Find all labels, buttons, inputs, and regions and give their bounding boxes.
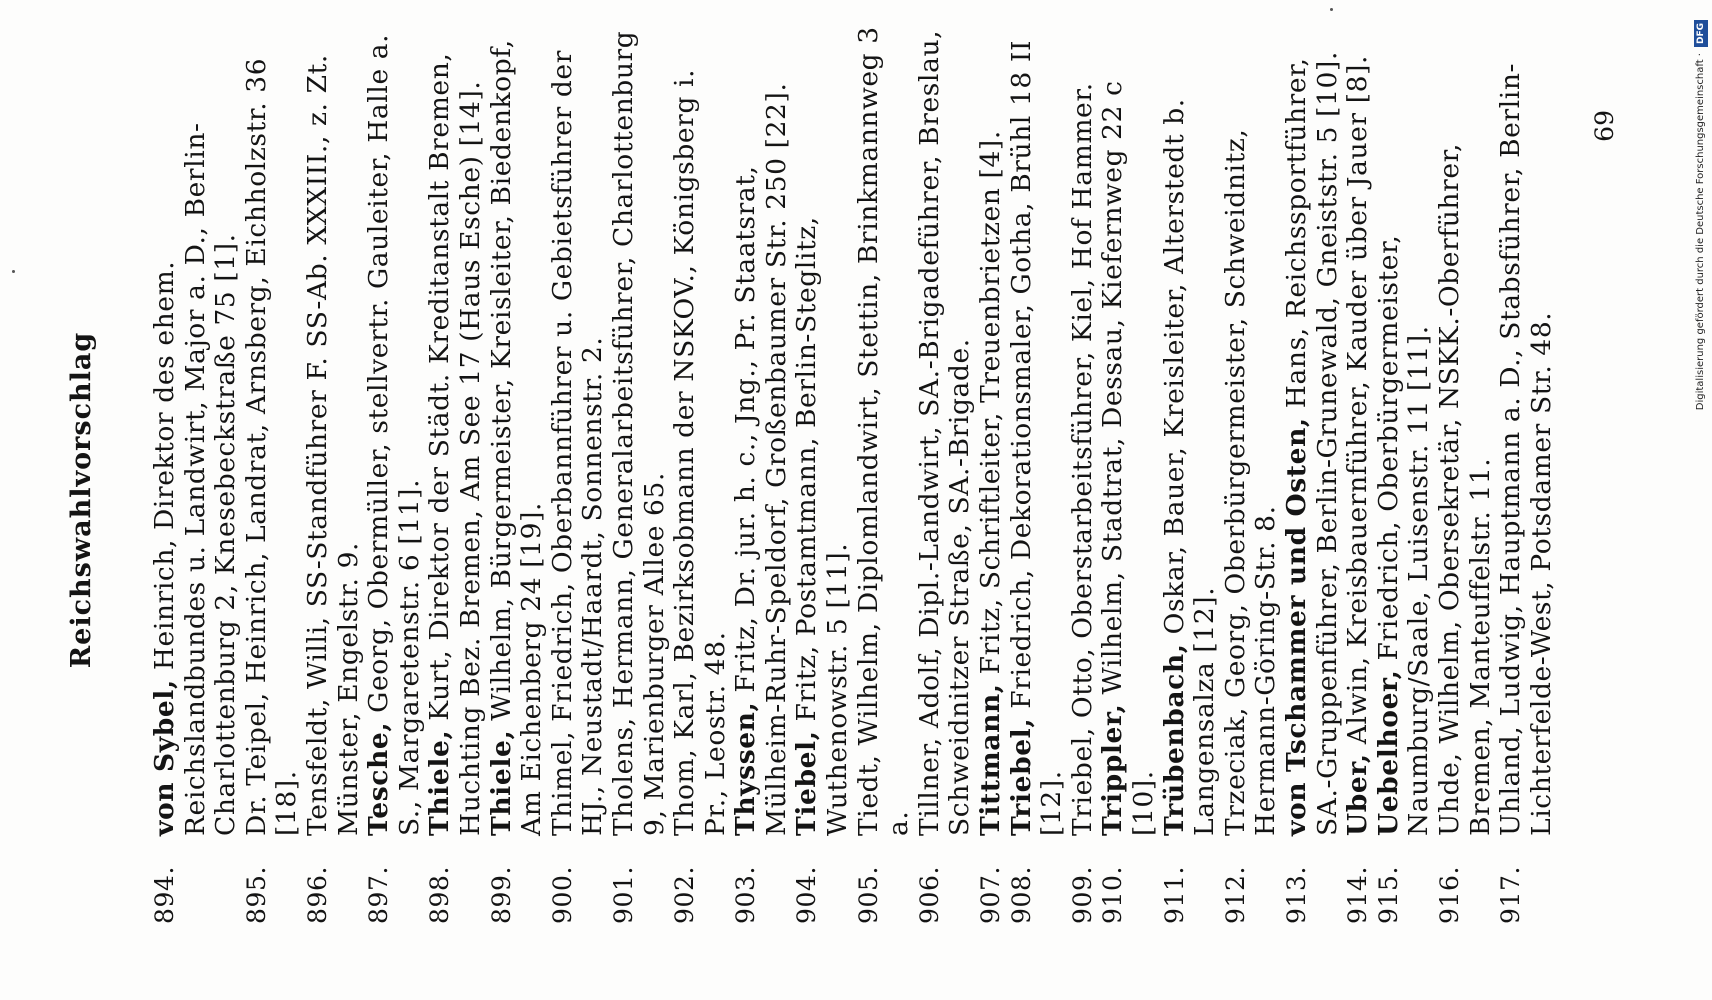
entry-text: Wilhelm, Bürgermeister, Kreisleiter, Biedenkopf, Am Eichenberg 24 [19]. bbox=[485, 39, 548, 836]
list-item bbox=[976, 24, 1007, 924]
entry-list bbox=[150, 24, 1557, 924]
list-item bbox=[609, 24, 670, 924]
entry-text: Fritz, Postamtmann, Berlin-Steglitz, Wuthenowstr. 5 [11]. bbox=[791, 216, 854, 836]
entry-number: 899. bbox=[486, 865, 516, 924]
entry-text: Hans, Reichssportführer, SA.-Gruppenführer, Berlin-Grunewald, Gneiststr. 5 [10]. bbox=[1280, 51, 1343, 836]
entry-number: 896. bbox=[302, 865, 332, 924]
entry-number: 912. bbox=[1220, 865, 1250, 924]
entry-text: Fritz, Schriftleiter, Treuenbrietzen [4]. bbox=[975, 130, 1007, 684]
entry-number: 900. bbox=[547, 865, 577, 924]
list-item bbox=[1282, 24, 1343, 924]
entry-number: 894. bbox=[150, 865, 179, 924]
list-item bbox=[1068, 24, 1099, 924]
list-item bbox=[1007, 24, 1068, 924]
entry-text: Wilhelm, Stadtrat, Dessau, Kiefernweg 22 c [10]. bbox=[1097, 80, 1159, 836]
entry-name: Tiebel, bbox=[791, 730, 823, 836]
entry-number: 903. bbox=[731, 865, 761, 924]
entry-text: Uhde, Wilhelm, Obersekretär, NSKK.-Oberführer, Bremen, Manteuffelstr. 11. bbox=[1433, 142, 1496, 836]
entry-number: 902. bbox=[670, 865, 700, 924]
list-item bbox=[1160, 24, 1221, 924]
entry-text: Thom, Karl, Bezirksobmann der NSKOV., Königsberg i. Pr., Leostr. 48. bbox=[669, 68, 731, 836]
entry-name: Thyssen, bbox=[730, 701, 762, 836]
entry-name: Trübenbach, bbox=[1158, 643, 1190, 836]
digitization-note: Digitalisierung gefördert durch die Deutsche Forschungsgemeinschaft · bbox=[1695, 53, 1706, 411]
entry-text: Tillner, Adolf, Dipl.-Landwirt, SA.-Brigadeführer, Breslau, Schweidnitzer Straße, SA.-Brigade. bbox=[913, 29, 976, 836]
entry-name: Thiele, bbox=[424, 729, 456, 836]
dfg-logo: DFG bbox=[1694, 20, 1708, 47]
entry-name: Tittmann, bbox=[975, 683, 1007, 836]
list-item bbox=[1221, 24, 1282, 924]
entry-name: Triebel, bbox=[1005, 717, 1037, 836]
entry-text: Trzeciak, Georg, Oberbürgermeister, Schweidnitz, Hermann-Göring-Str. 8. bbox=[1219, 128, 1282, 836]
entry-name: von Sybel, bbox=[149, 679, 180, 836]
entry-number: 915. bbox=[1373, 865, 1403, 924]
entry-number: 908. bbox=[1006, 865, 1036, 924]
list-item bbox=[1343, 24, 1374, 924]
entry-text: Tensfeldt, Willi, SS-Standführer F. SS-Ab. XXXIII., z. Zt. Münster, Engelstr. 9. bbox=[301, 54, 364, 836]
list-item bbox=[854, 24, 915, 924]
entry-text: Georg, Obermüller, stellvertr. Gauleiter, Halle a. S., Margaretenstr. 6 [11]. bbox=[363, 33, 425, 836]
list-item bbox=[1496, 24, 1557, 924]
entry-text: Tholens, Hermann, Generalarbeitsführer, Charlottenburg 9, Marienburger Allee 65. bbox=[607, 30, 670, 836]
list-item bbox=[915, 24, 976, 924]
entry-text: Alwin, Kreisbauernführer, Kauder über Jauer [8]. bbox=[1342, 54, 1374, 754]
list-item bbox=[487, 24, 548, 924]
entry-text: Friedrich, Dekorationsmaler, Gotha, Brühl 18 II [12]. bbox=[1005, 39, 1068, 836]
list-item bbox=[792, 24, 853, 924]
entry-name: Uebelhoer, bbox=[1372, 669, 1404, 836]
list-item bbox=[1435, 24, 1496, 924]
list-item bbox=[425, 24, 486, 924]
entry-number: 898. bbox=[425, 865, 455, 924]
list-item bbox=[1374, 24, 1435, 924]
entry-text: Thimel, Friedrich, Oberbannführer u. Gebietsführer der HJ., Neustadt/Haardt, Sonnenstr. 2. bbox=[546, 50, 609, 836]
list-item bbox=[731, 24, 792, 924]
entry-name: Uber, bbox=[1342, 753, 1374, 836]
entry-number: 901. bbox=[608, 865, 638, 924]
list-item bbox=[548, 24, 609, 924]
entry-text: Fritz, Dr. jur. h. c., Jng., Pr. Staatsrat, Mülheim-Ruhr-Speldorf, Großenbaumer Str. 250 [22]. bbox=[730, 82, 792, 836]
page-number: 69 bbox=[1590, 110, 1619, 142]
list-item bbox=[1098, 24, 1159, 924]
entry-number: 911. bbox=[1159, 865, 1189, 924]
list-item bbox=[303, 24, 364, 924]
entry-number: 907. bbox=[976, 865, 1006, 924]
page-header: Reichswahlvorschlag bbox=[66, 331, 97, 669]
entry-text: Oskar, Bauer, Kreisleiter, Alterstedt b. Langensalza [12]. bbox=[1158, 98, 1221, 836]
entry-name: Trippler, bbox=[1097, 703, 1129, 836]
entry-number: 905. bbox=[853, 865, 883, 924]
entry-name: Tesche, bbox=[363, 721, 395, 836]
entry-number: 895. bbox=[241, 865, 271, 924]
entry-text: Kurt, Direktor der Städt. Kreditanstalt Bremen, Huchting Bez. Bremen, Am See 17 (Haus Esche) [14]. bbox=[424, 52, 486, 836]
list-item bbox=[242, 24, 303, 924]
entry-text: Tiedt, Wilhelm, Diplomlandwirt, Stettin, Brinkmannweg 3 a. bbox=[852, 26, 915, 836]
list-item bbox=[670, 24, 731, 924]
list-item bbox=[364, 24, 425, 924]
entry-text: Heinrich, Direktor des ehem. Reichslandbundes u. Landwirt, Major a. D., Berlin-Charlottenburg 2, Knesebeckstraße 75 [1]. bbox=[149, 122, 242, 836]
entry-text: Uhland, Ludwig, Hauptmann a. D., Stabsführer, Berlin-Lichterfelde-West, Potsdamer Str. 48. bbox=[1495, 62, 1557, 836]
entry-name: von Tschammer und Osten, bbox=[1280, 417, 1312, 836]
digitization-footer bbox=[1690, 20, 1712, 960]
entry-text: Dr. Teipel, Heinrich, Landrat, Arnsberg, Eichholzstr. 36 [18]. bbox=[240, 57, 303, 836]
entry-number: 913. bbox=[1281, 865, 1311, 924]
entry-number: 917. bbox=[1496, 865, 1526, 924]
entry-number: 910. bbox=[1098, 865, 1128, 924]
entry-number: 909. bbox=[1067, 865, 1097, 924]
entry-number: 914. bbox=[1343, 865, 1373, 924]
entry-number: 906. bbox=[914, 865, 944, 924]
entry-text: Friedrich, Oberbürgermeister, Naumburg/Saale, Luisenstr. 11 [11]. bbox=[1372, 234, 1435, 836]
entry-number: 916. bbox=[1434, 865, 1464, 924]
entry-text: Triebel, Otto, Oberstarbeitsführer, Kiel, Hof Hammer. bbox=[1066, 82, 1098, 836]
entry-number: 904. bbox=[792, 865, 822, 924]
entry-number: 897. bbox=[364, 865, 394, 924]
entry-name: Thiele, bbox=[485, 729, 517, 836]
list-item bbox=[150, 24, 242, 924]
